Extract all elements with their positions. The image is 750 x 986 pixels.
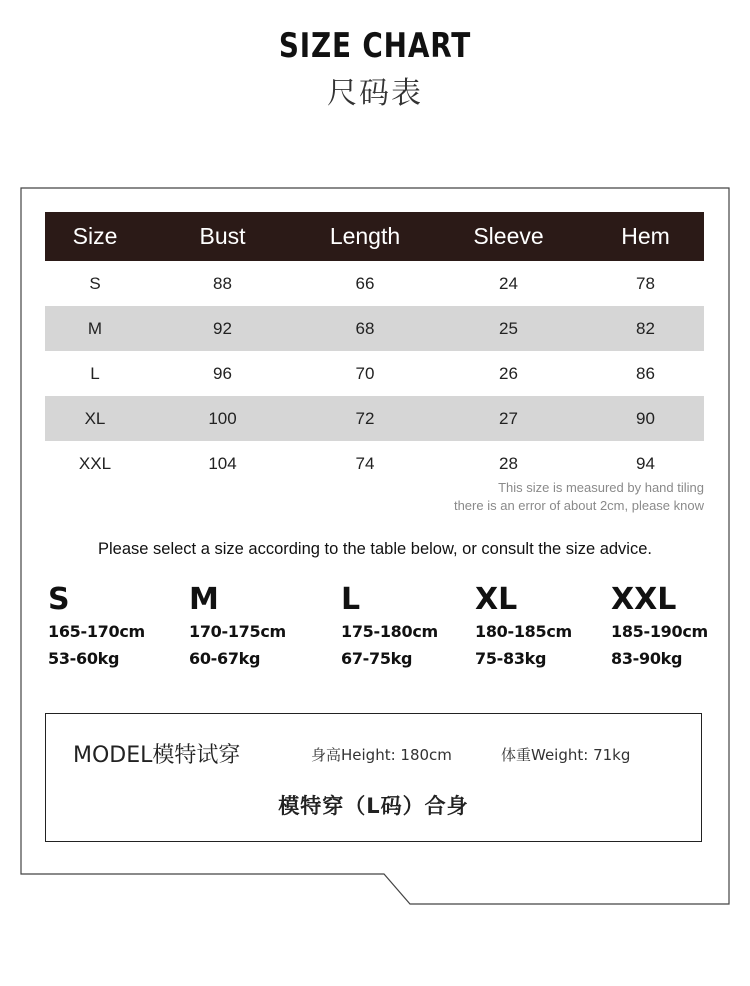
- cell-length: 70: [355, 363, 375, 383]
- cell-length: 72: [355, 408, 375, 428]
- size-height: 165-170cm: [48, 622, 145, 641]
- cell-hem: 86: [636, 363, 655, 383]
- size-label: S: [48, 582, 70, 617]
- cell-sleeve: 28: [499, 453, 518, 473]
- table-row: [45, 396, 704, 441]
- size-weight: 83-90kg: [611, 649, 683, 668]
- model-info-box: [45, 713, 702, 842]
- header-length: Length: [329, 223, 401, 249]
- cell-sleeve: 27: [499, 408, 518, 428]
- cell-length: 68: [355, 318, 375, 338]
- size-label: M: [189, 582, 219, 617]
- size-weight: 67-75kg: [341, 649, 413, 668]
- size-weight: 60-67kg: [189, 649, 261, 668]
- size-advice-text: Please select a size according to the table below, or consult the size advice.: [98, 540, 652, 558]
- cell-hem: 82: [636, 318, 655, 338]
- title-cn: 尺码表: [327, 76, 423, 111]
- title-en: SIZE CHART: [278, 26, 472, 66]
- size-advice-m: [189, 584, 286, 668]
- model-title: MODEL模特试穿: [73, 743, 241, 768]
- model-weight: 体重Weight: 71kg: [501, 746, 631, 764]
- cell-bust: 92: [213, 318, 232, 338]
- size-label: XL: [475, 582, 518, 617]
- header-hem: Hem: [621, 223, 670, 249]
- cell-sleeve: 25: [499, 318, 518, 338]
- size-label: L: [341, 582, 361, 617]
- size-advice-xl: [475, 584, 572, 668]
- cell-hem: 94: [636, 453, 655, 473]
- size-height: 185-190cm: [611, 622, 708, 641]
- size-advice-xxl: [611, 584, 708, 668]
- cell-sleeve: 24: [499, 273, 518, 293]
- size-weight: 53-60kg: [48, 649, 120, 668]
- size-height: 170-175cm: [189, 622, 286, 641]
- cell-sleeve: 26: [499, 363, 518, 383]
- size-table: [45, 212, 704, 486]
- size-advice-l: [341, 584, 438, 668]
- model-height: 身高Height: 180cm: [311, 746, 452, 764]
- cell-size: S: [89, 273, 101, 293]
- cell-bust: 100: [208, 408, 237, 428]
- cell-length: 66: [355, 273, 375, 293]
- size-label: XXL: [611, 582, 677, 617]
- cell-size: M: [87, 318, 103, 338]
- cell-size: XL: [84, 408, 106, 428]
- table-row: [45, 261, 704, 306]
- cell-size: L: [90, 363, 100, 383]
- table-row: [45, 351, 704, 396]
- measure-note: This size is measured by hand tiling: [498, 480, 704, 495]
- header-sleeve: Sleeve: [473, 223, 544, 249]
- cell-bust: 96: [213, 363, 232, 383]
- cell-bust: 88: [213, 273, 232, 293]
- table-row: [45, 306, 704, 351]
- header-bust: Bust: [199, 223, 246, 249]
- table-header: [45, 212, 704, 261]
- model-fit: 模特穿（L码）合身: [278, 794, 469, 818]
- cell-size: XXL: [78, 453, 112, 473]
- size-height: 175-180cm: [341, 622, 438, 641]
- error-note: there is an error of about 2cm, please know: [453, 498, 704, 513]
- header-size: Size: [72, 223, 118, 249]
- cell-bust: 104: [208, 453, 237, 473]
- size-height: 180-185cm: [475, 622, 572, 641]
- cell-length: 74: [355, 453, 375, 473]
- size-advice-s: [48, 584, 145, 668]
- cell-hem: 90: [636, 408, 655, 428]
- cell-hem: 78: [636, 273, 655, 293]
- size-weight: 75-83kg: [475, 649, 547, 668]
